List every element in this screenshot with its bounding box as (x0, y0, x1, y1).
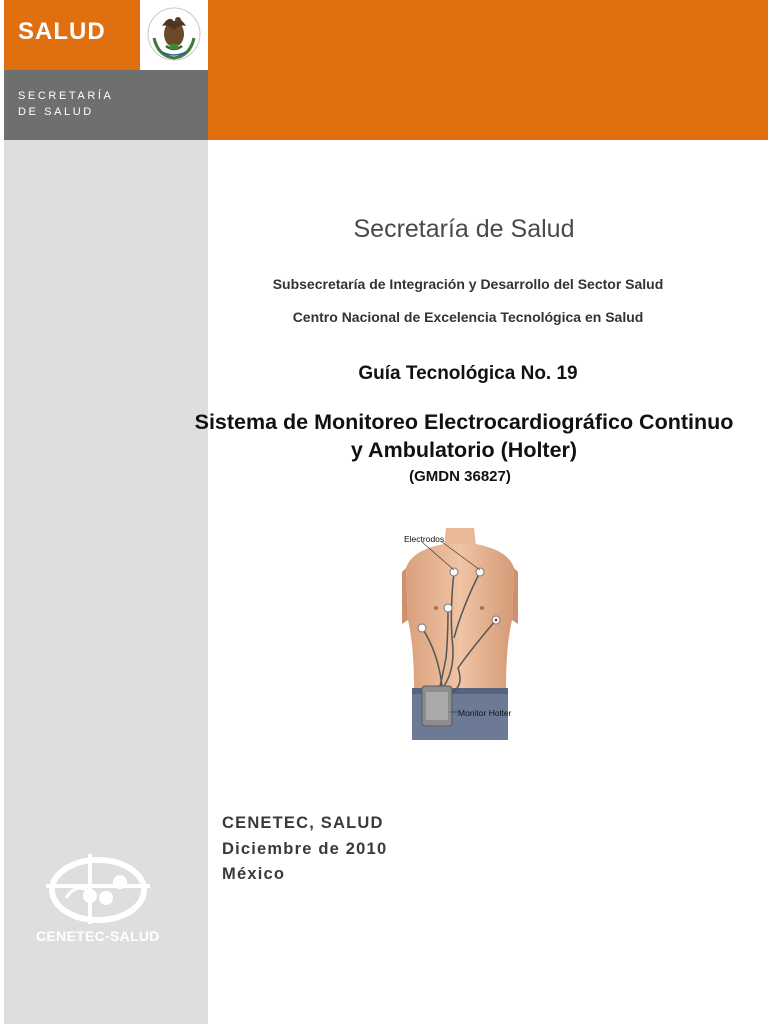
footer-org: CENETEC, SALUD (222, 814, 384, 832)
secretaria-label (18, 88, 113, 120)
secretaria-line-2: DE SALUD (18, 106, 94, 118)
monitor-label: Monitor Holter (458, 708, 512, 718)
seal-box (140, 0, 208, 70)
gmdn-code: (GMDN 36827) (409, 468, 511, 485)
holter-illustration (402, 528, 518, 740)
subsecretaria-line: Subsecretaría de Integración y Desarrollo del Sector Salud (272, 276, 664, 292)
electrodes-label: Electrodos (404, 534, 445, 544)
footer-date: Diciembre de 2010 (222, 840, 388, 858)
cenetec-logo (46, 852, 156, 928)
mexican-coat-of-arms-icon (140, 0, 208, 70)
cenetec-logo-label: CENETEC-SALUD (36, 928, 160, 944)
org-title: Secretaría de Salud (353, 215, 575, 243)
secretaria-line-1: SECRETARÍA (18, 90, 114, 102)
centro-line: Centro Nacional de Excelencia Tecnológica en Salud (292, 309, 644, 325)
footer-country: México (222, 865, 286, 883)
salud-brand-text: SALUD (18, 18, 106, 45)
guide-number: Guía Tecnológica No. 19 (358, 363, 578, 384)
cenetec-logo-icon (46, 852, 156, 928)
document-title-line-2: y Ambulatorio (Holter) (350, 438, 578, 462)
document-title-line-1: Sistema de Monitoreo Electrocardiográfico Continuo (194, 410, 734, 434)
header-orange-band (208, 0, 768, 140)
